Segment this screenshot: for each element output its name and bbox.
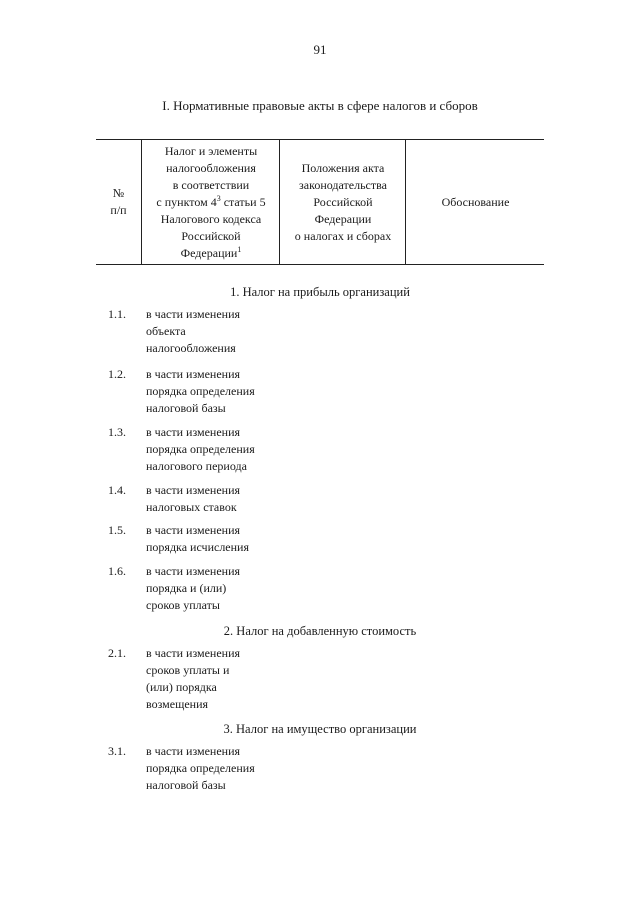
- header-cell-provisions: [279, 140, 406, 264]
- header-number-label: № п/п: [110, 186, 127, 217]
- row-text: в части изменения порядка и (или) сроков уплаты: [146, 564, 241, 612]
- row-text: в части изменения порядка определения налоговой базы: [146, 367, 255, 415]
- header-cell-tax-elements: [141, 140, 280, 264]
- table-header: [96, 139, 544, 265]
- section-title: 1. Налог на прибыль организаций: [230, 285, 410, 299]
- row-number: 2.1.: [108, 646, 126, 660]
- row-number: 1.2.: [108, 367, 126, 381]
- row-number: 1.1.: [108, 307, 126, 321]
- header-tax-part2: статьи 5 Налогового кодекса Российской Федерации: [160, 194, 266, 260]
- row-number: 1.6.: [108, 564, 126, 578]
- header-cell-basis: [405, 140, 545, 264]
- row-text: в части изменения объекта налогообложения: [146, 307, 241, 355]
- row-number: 1.5.: [108, 523, 126, 537]
- header-tax-superscript: 3: [216, 193, 221, 203]
- section-title: 2. Налог на добавленную стоимость: [223, 624, 417, 638]
- row-text: в части изменения порядка исчисления: [146, 523, 249, 554]
- page-number: 91: [313, 42, 327, 57]
- section-title: 3. Налог на имущество организации: [223, 722, 417, 736]
- header-cell-number: [96, 140, 141, 264]
- row-number: 1.4.: [108, 483, 126, 497]
- row-number: 3.1.: [108, 744, 126, 758]
- row-text: в части изменения порядка определения налоговой базы: [146, 744, 255, 792]
- header-tax-footnote: 1: [237, 244, 242, 254]
- header-tax-part1: Налог и элементы налогообложения в соответствии с пунктом 4: [156, 143, 258, 209]
- row-text: в части изменения сроков уплаты и (или) порядка возмещения: [146, 646, 241, 711]
- header-basis-label: Обоснование: [441, 194, 510, 209]
- header-tax-label: [156, 143, 265, 262]
- row-text: в части изменения порядка определения налогового периода: [146, 425, 255, 473]
- row-text: в части изменения налоговых ставок: [146, 483, 241, 514]
- row-number: 1.3.: [108, 425, 126, 439]
- header-provisions-label: Положения акта законодательства Российской Федерации о налогах и сборах: [294, 160, 392, 243]
- document-heading: I. Нормативные правовые акты в сфере налогов и сборов: [162, 98, 478, 113]
